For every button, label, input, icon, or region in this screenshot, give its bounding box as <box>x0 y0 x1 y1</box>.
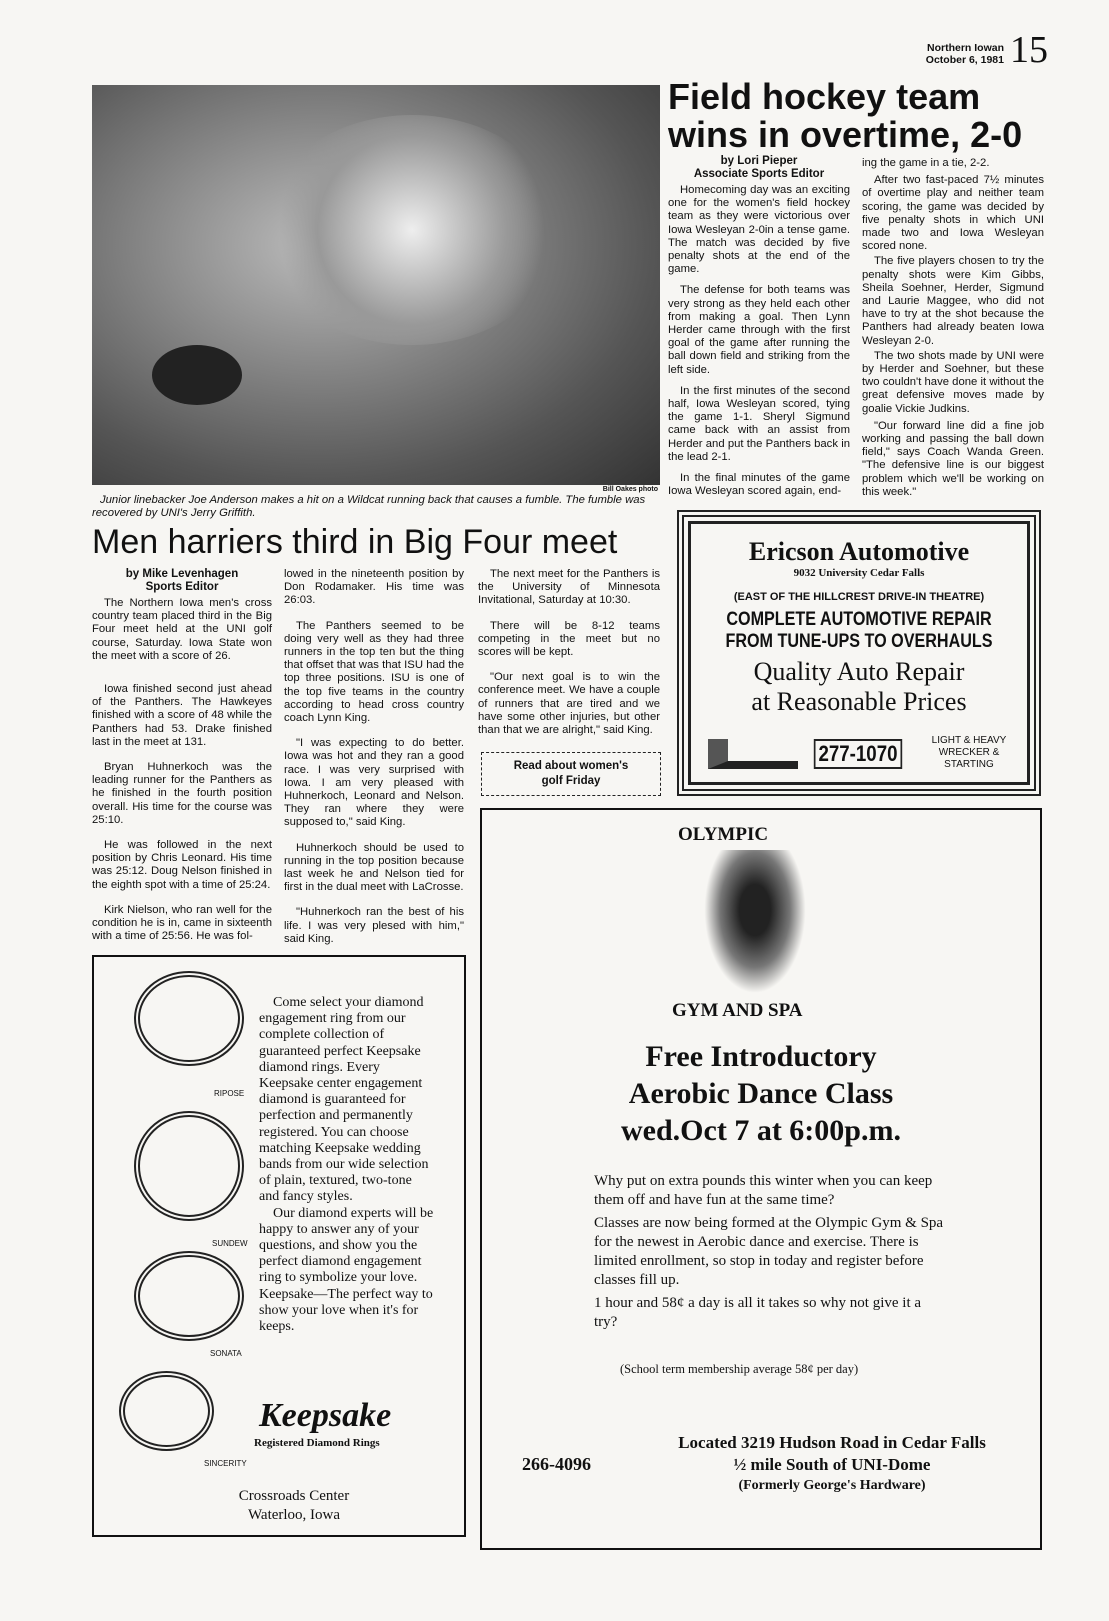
paragraph: "Huhnerkoch ran the best of his life. I was very plesed with him," said King. <box>284 906 464 945</box>
harriers-col-3 <box>478 568 660 745</box>
ring-label: SINCERITY <box>204 1459 247 1468</box>
photo-credit: Bill Oakes photo <box>602 486 658 493</box>
headline-line: wed.Oct 7 at 6:00p.m. <box>621 1114 901 1147</box>
ericson-slogan-2: at Reasonable Prices <box>751 687 967 716</box>
paragraph: Kirk Nielson, who ran well for the condition he is in, came in sixteenth with a time of 25:56. He was fol- <box>92 903 272 943</box>
paragraph: The Panthers seemed to be doing very well as they had three runners in the top ten but the thing that offset that was that ISU had the top three positions. ISU is one of the top five teams in the country according to head cross country coach Lynn King. <box>284 619 464 725</box>
harriers-col-2 <box>284 568 464 954</box>
olympic-headline <box>482 1038 1040 1149</box>
paragraph: The next meet for the Panthers is the University of Minnesota Invitational, Saturday at 10:30. <box>478 568 660 607</box>
ericson-address: 9032 University Cedar Falls <box>793 567 925 579</box>
ring-icon <box>134 1111 244 1221</box>
paragraph: Bryan Huhnerkoch was the leading runner for the Panthers as he finished in the fourth position overall. His time for the course was 25:10. <box>92 761 272 826</box>
harriers-headline: Men harriers third in Big Four meet <box>92 523 618 561</box>
keepsake-logo: Keepsake <box>259 1397 392 1434</box>
ring-label: RIPOSE <box>214 1089 245 1098</box>
headline-line: Aerobic Dance Class <box>628 1077 894 1110</box>
paragraph: Iowa finished second just ahead of the Panthers. The Hawkeyes finished with a score of 48 while the Panthers had 53. Drake finished last in the meet at 131. <box>92 683 272 748</box>
ring-icon <box>119 1371 214 1451</box>
bodybuilder-logo <box>700 850 810 1000</box>
paragraph: The five players chosen to try the penalty shots were Kim Gibbs, Sheila Soehner, Herder, Sigmund and Laurie Maggee, who did not have to try at the shot because the Panthers had already beaten Iowa Wesleyan 2-0. <box>862 255 1044 347</box>
paragraph: There will be 8-12 teams competing in the meet but no scores will be kept. <box>478 619 660 659</box>
paragraph: Classes are now being formed at the Olympic Gym & Spa for the newest in Aerobic dance and exercise. There is limited enrollment, so stop in today and register before classes fill up. <box>594 1215 944 1288</box>
paragraph: In the final minutes of the game Iowa Wesleyan scored again, end- <box>668 472 850 498</box>
ericson-phone: 277-1070 <box>814 739 902 769</box>
paragraph: "Our forward line did a fine job working and passing the ball down field," says Coach Wanda Green. "The defensive line is our biggest problem which we'll be working on this week." <box>862 419 1044 498</box>
ring-icon <box>134 971 244 1066</box>
ericson-name: Ericson Automotive <box>748 537 970 566</box>
olympic-address <box>632 1432 1032 1496</box>
harriers-col-1 <box>92 568 272 951</box>
paragraph: Our diamond experts will be happy to answer any of your questions, and show you the perfect diamond engagement ring to symbolize your love. Keepsake—The perfect way to show your love when it's for keeps. <box>259 1205 434 1335</box>
keepsake-store <box>94 1487 464 1525</box>
paragraph: Come select your diamond engagement ring from our complete collection of guaranteed perfect Keepsake diamond rings. Every Keepsake center engagement diamond is guaranteed for perfection and permanently registered. You can choose matching Keepsake wedding bands from our wide selection of plain, textured, two-tone and fancy styles. <box>259 995 429 1205</box>
keepsake-tagline: Registered Diamond Rings <box>254 1437 380 1449</box>
hockey-role: Associate Sports Editor <box>693 168 825 180</box>
olympic-phone: 266-4096 <box>522 1454 591 1474</box>
photo-caption: Junior linebacker Joe Anderson makes a hit on a Wildcat running back that causes a fumble. The fumble was recovered by UNI's Jerry Griffith. <box>92 494 646 519</box>
masthead <box>922 42 1004 66</box>
paper-name: Northern Iowan <box>926 42 1004 54</box>
paragraph: He was followed in the next position by Chris Leonard. His time was 25:12. Doug Nelson finished in the eighth spot with a time of 25:24. <box>92 839 272 891</box>
football <box>152 345 242 405</box>
ericson-services: LIGHT & HEAVY WRECKER & STARTING <box>931 735 1007 770</box>
olympic-body <box>594 1172 944 1332</box>
player-figure <box>262 115 562 345</box>
hockey-headline: Field hockey team wins in overtime, 2-0 <box>668 76 1023 155</box>
page-number: 15 <box>1010 29 1048 71</box>
paragraph: After two fast-paced 7½ minutes of overtime play and neither team scoring, the game was decided by five penalty shots in which UNI made two and Iowa Wesleyan scored none. <box>862 174 1044 253</box>
golf-teaser: Read about women's golf Friday <box>513 760 629 787</box>
issue-date: October 6, 1981 <box>925 54 1004 66</box>
harriers-role: Sports Editor <box>145 581 219 593</box>
headline-line: Free Introductory <box>645 1040 877 1073</box>
ericson-note: (EAST OF THE HILLCREST DRIVE-IN THEATRE) <box>733 591 985 603</box>
paragraph: "I was expecting to do better. Iowa was hot and they ran a good race. I was very surprised with Iowa. I am very pleased with Huhnerkoch, Leonard and Nelson. They ran where they were supposed to," said King. <box>284 737 464 829</box>
paragraph: ing the game in a tie, 2-2. <box>862 157 990 169</box>
golf-teaser-box <box>481 752 661 796</box>
formerly: (Formerly George's Hardware) <box>738 1478 926 1493</box>
ericson-line2: FROM TUNE-UPS TO OVERHAULS <box>725 631 993 652</box>
harriers-author: by Mike Levenhagen <box>125 568 239 580</box>
hockey-col-1 <box>668 155 850 506</box>
tow-truck-icon <box>708 739 798 769</box>
hockey-col-2 <box>862 157 1044 507</box>
football-photo <box>92 85 660 485</box>
olympic-ad <box>480 808 1042 1550</box>
ericson-line1: COMPLETE AUTOMOTIVE REPAIR <box>726 609 992 630</box>
paragraph: The two shots made by UNI were by Herder and Soehner, but these two couldn't have done it without the great defensive moves made by goalie Vickie Judkins. <box>862 349 1044 415</box>
paragraph: "Our next goal is to win the conference meet. We have a couple of runners that are tired and we have some other injuries, but other than that we are alright," said King. <box>478 671 660 737</box>
paragraph: The Northern Iowa men's cross country team placed third in the Big Four meet held at the UNI golf course, Saturday. Iowa State won the meet with a score of 26. <box>92 597 272 662</box>
keepsake-copy <box>259 995 434 1335</box>
paragraph: Huhnerkoch should be used to running in the top position because last week he and Nelson tied for first in the dual meet with LaCrosse. <box>284 841 464 894</box>
ericson-slogan-1: Quality Auto Repair <box>753 657 965 686</box>
paragraph: In the first minutes of the second half, Iowa Wesleyan scored, tying the game 1-1. Sheryl Sigmund came back with an assist from Herder and put the Panthers back in the lead 2-1. <box>668 384 850 463</box>
paragraph: Homecoming day was an exciting one for the women's field hockey team as they were victorious over Iowa Wesleyan 2-0in a tense game. The match was decided by five penalty shots at the end of the game. <box>668 184 850 276</box>
store-name: Crossroads Center <box>238 1488 350 1504</box>
ring-illustrations <box>124 971 254 1468</box>
store-city: Waterloo, Iowa <box>247 1507 341 1523</box>
paragraph: Why put on extra pounds this winter when you can keep them off and have fun at the same time? <box>594 1173 933 1208</box>
direction: ½ mile South of UNI-Dome <box>733 1455 931 1474</box>
paragraph: The defense for both teams was very strong as they held each other from making a goal. Then Lynn Herder came through with the first goal of the game after running the ball down field and striking from the left side. <box>668 284 850 376</box>
ring-label: SUNDEW <box>212 1239 248 1248</box>
olympic-note: (School term membership average 58¢ per day) <box>620 1362 859 1376</box>
olympic-bottom: GYM AND SPA <box>672 1000 803 1021</box>
keepsake-ad <box>92 955 466 1537</box>
location: Located 3219 Hudson Road in Cedar Falls <box>678 1433 986 1452</box>
ring-label: SONATA <box>210 1349 242 1358</box>
paragraph: lowed in the nineteenth position by Don Rodamaker. His time was 26:03. <box>284 568 464 607</box>
olympic-top: OLYMPIC <box>678 824 769 845</box>
ring-icon <box>134 1251 244 1341</box>
hockey-author: by Lori Pieper <box>720 155 798 167</box>
ericson-ad <box>677 510 1041 796</box>
paragraph: 1 hour and 58¢ a day is all it takes so why not give it a try? <box>594 1295 922 1330</box>
